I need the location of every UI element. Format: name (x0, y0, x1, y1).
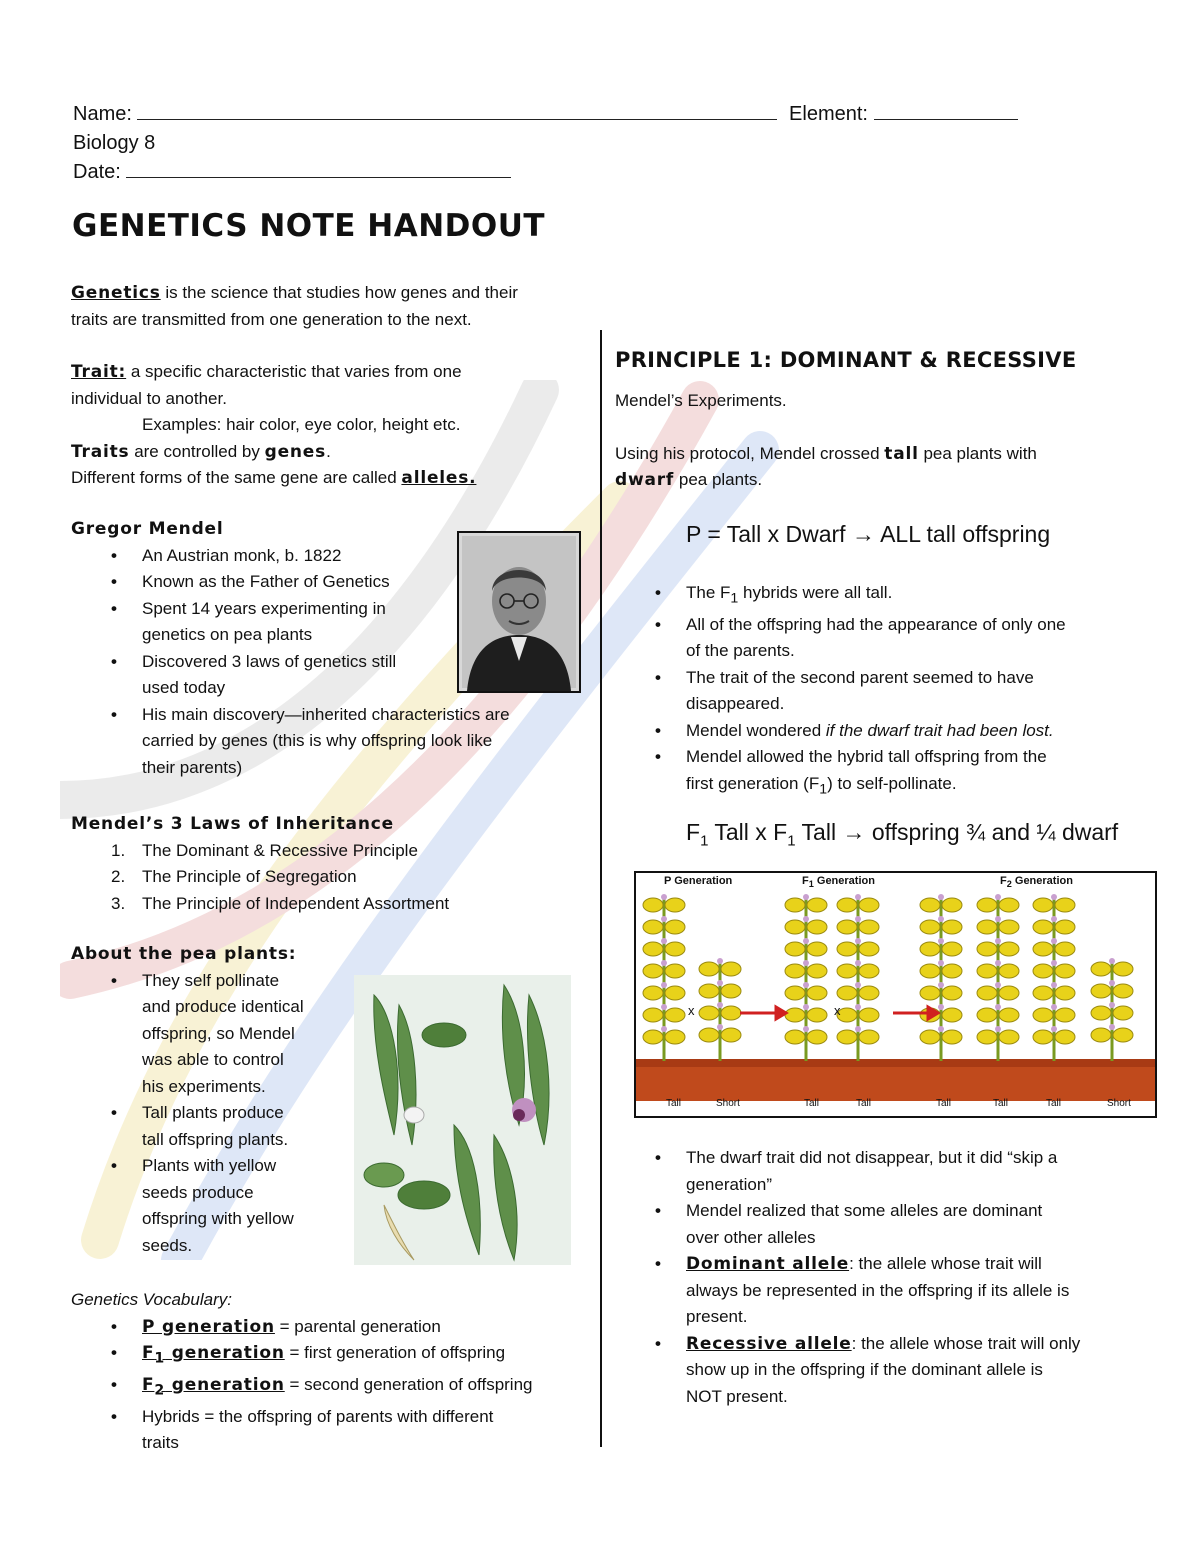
list-item: • $F_1$ generation = first generation of offspring (71, 1340, 591, 1372)
list-item: • His main discovery—inherited characteristics are carried by genes (this is why offspring look like their parents) (71, 702, 591, 782)
bottom-label: Tall (993, 1098, 1009, 1109)
name-blank[interactable] (137, 101, 777, 120)
list-item: • Tall plants produce tall offspring plants. (71, 1100, 361, 1153)
f1-generation-label: $F_1$ Generation (802, 875, 875, 890)
bottom-label: Tall (666, 1098, 682, 1109)
course-label: Biology 8 (73, 132, 156, 154)
list-item: • Known as the Father of Genetics (71, 569, 591, 596)
list-item: • The dwarf trait did not disappear, but it did “skip a generation” (615, 1145, 1175, 1198)
column-divider (600, 330, 602, 1447)
mendel-section (71, 516, 591, 781)
trait-examples: Examples: hair color, eye color, height etc. (142, 415, 461, 434)
list-item: • Mendel wondered if the dwarf trait had been lost. (615, 718, 1175, 745)
trait-definition: Trait: a specific characteristic that varies from one individual to another. Examples: hair color, eye color, height etc. Traits are controlled by genes. Different forms of the same gene are called alleles. (71, 359, 591, 492)
list-item: • An Austrian monk, b. 1822 (71, 543, 591, 570)
mendel-facts-list (71, 543, 591, 782)
pea-plant (1033, 894, 1075, 1061)
f2-generation-label: $F_2$ Generation (1000, 875, 1073, 890)
list-item: • Discovered 3 laws of genetics still used today (71, 649, 591, 702)
pea-heading: About the pea plants: (71, 944, 297, 964)
pea-plant (837, 894, 879, 1061)
pea-plant (785, 894, 827, 1061)
cross-symbol: x (688, 1003, 695, 1018)
pea-plant (1091, 958, 1133, 1061)
pea-plant (643, 894, 685, 1061)
list-item: • All of the offspring had the appearance of only one of the parents. (615, 612, 1175, 665)
cross-symbol: x (834, 1003, 841, 1018)
bottom-label: Tall (936, 1098, 952, 1109)
bottom-label: Tall (804, 1098, 820, 1109)
list-item: • Hybrids = the offspring of parents with different traits (71, 1404, 591, 1457)
list-item: • The trait of the second parent seemed to have disappeared. (615, 665, 1175, 718)
list-item: 2. The Principle of Segregation (111, 867, 357, 886)
vocab-heading: Genetics Vocabulary: (71, 1290, 232, 1309)
cross-equation-1: P = Tall x Dwarf → ALL tall offspring (686, 521, 1051, 547)
vocab-section (71, 1287, 591, 1457)
bottom-label: Short (1107, 1098, 1131, 1109)
recessive-allele-term: Recessive allele (686, 1333, 852, 1354)
bottom-label: Tall (856, 1098, 872, 1109)
list-item: • Plants with yellow seeds produce offspring with yellow seeds. (71, 1153, 361, 1259)
list-item: 3. The Principle of Independent Assortment (111, 893, 450, 913)
pea-plant (977, 894, 1019, 1061)
list-item: • P generation = parental generation (71, 1314, 591, 1341)
pea-plant (920, 894, 962, 1061)
principle-heading: PRINCIPLE 1: DOMINANT & RECESSIVE (615, 348, 1077, 372)
list-item: 1. The Dominant & Recessive Principle (111, 840, 418, 860)
list-item: • They self pollinate and produce identical offspring, so Mendel was able to control his experiments. (71, 968, 361, 1101)
laws-section (71, 811, 591, 917)
list-item: • Dominant allele: the allele whose trait will always be represented in the offspring if its allele is present. (615, 1251, 1175, 1331)
genetics-definition: Genetics is the science that studies how genes and their traits are transmitted from one generation to the next. (71, 283, 518, 329)
name-line: Name: Element: (73, 100, 1018, 129)
plants-graphic (636, 873, 1155, 1116)
list-item: • The $F_1$ hybrids were all tall. (615, 580, 1175, 612)
vocab-list (71, 1314, 591, 1457)
list-item: • Mendel allowed the hybrid tall offspring from the first generation $(F_1)$ to self-pollinate. (615, 744, 1175, 802)
pea-plant (699, 958, 741, 1061)
bottom-label: Short (716, 1098, 740, 1109)
conclusion-list (615, 1145, 1175, 1410)
principle-list (615, 580, 1175, 803)
genetics-term: Genetics (71, 283, 161, 303)
generations-diagram (634, 871, 1157, 1118)
pea-facts-list (71, 968, 361, 1260)
experiments-text: Mendel’s Experiments. Using his protocol, Mendel crossed tall pea plants with dwarf pea plants. (615, 391, 1037, 490)
element-blank[interactable] (874, 101, 1018, 120)
dominant-allele-term: Dominant allele (686, 1254, 850, 1274)
trait-term: Trait: (71, 362, 127, 382)
mendel-heading: Gregor Mendel (71, 519, 224, 539)
cross-equation-2: $F_1$ Tall x $F_1$ Tall → offspring ¾ and ¼ dwarf (686, 819, 1119, 850)
bottom-label: Tall (1046, 1098, 1062, 1109)
list-item: • Recessive allele: the allele whose trait will only show up in the offspring if the dominant allele is NOT present. (615, 1331, 1175, 1411)
list-item: • $F_2$ generation = second generation of offspring (71, 1372, 591, 1404)
laws-list (71, 838, 591, 918)
list-item: • Spent 14 years experimenting in genetics on pea plants (71, 596, 591, 649)
date-blank[interactable] (126, 159, 511, 178)
pea-plant-illustration (354, 975, 571, 1265)
list-item: • Mendel realized that some alleles are dominant over other alleles (615, 1198, 1175, 1251)
pea-section (71, 941, 361, 1259)
p-generation-label: P Generation (664, 875, 733, 887)
date-line: Date: (73, 158, 511, 187)
laws-heading: Mendel’s 3 Laws of Inheritance (71, 814, 394, 834)
page-title: GENETICS NOTE HANDOUT (72, 208, 546, 244)
